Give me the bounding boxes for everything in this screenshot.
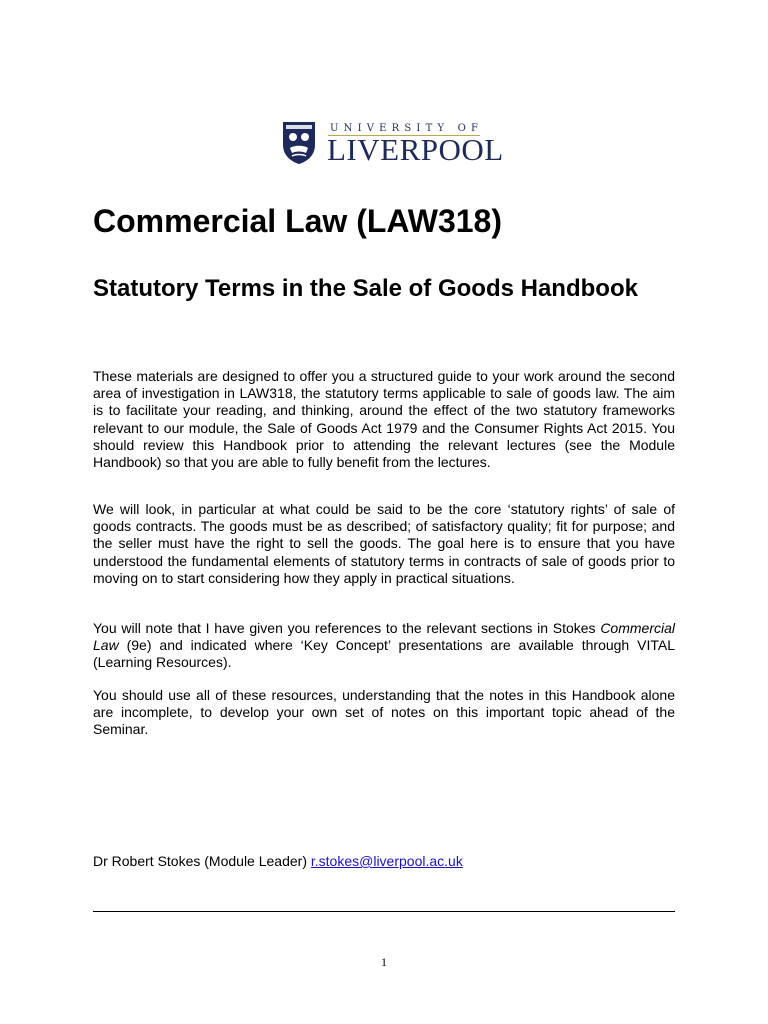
- book-title: Commercial Law: [93, 620, 675, 654]
- page-number: 1: [381, 955, 387, 969]
- signature-name: Dr Robert Stokes (Module Leader): [93, 853, 311, 869]
- references-text-end: (9e) and indicated where ‘Key Concept’ presentations are available through VITAL (Learning Resources).: [93, 637, 675, 671]
- logo-university-of: UNIVERSITY OF: [330, 123, 484, 134]
- footer-divider: [93, 911, 675, 912]
- references-text-start: You will note that I have given you references to the relevant sections in Stokes: [93, 620, 601, 636]
- signature-line: [93, 853, 463, 870]
- email-link[interactable]: r.stokes@liverpool.ac.uk: [310, 853, 463, 869]
- document-subtitle: Statutory Terms in the Sale of Goods Handbook: [93, 275, 638, 302]
- references-paragraph: [93, 620, 675, 672]
- logo-liverpool: LIVERPOOL: [327, 132, 504, 167]
- resources-paragraph: You should use all of these resources, understanding that the notes in this Handbook alone are incomplete, to develop your own set of notes on this important topic ahead of the Seminar.: [93, 687, 675, 738]
- statutory-rights-paragraph: We will look, in particular at what could be said to be the core ‘statutory rights’ of sale of goods contracts. The goods must be as described; of satisfactory quality; fit for purpose; and the seller must have the right to sell the goods. The goal here is to ensure that you have understood the fundamental elements of statutory terms in contracts of sale of goods prior to moving on to start considering how they apply in practical situations.: [93, 501, 675, 586]
- intro-paragraph: These materials are designed to offer you a structured guide to your work around the second area of investigation in LAW318, the statutory terms applicable to sale of goods law. The aim is to facilitate your reading, and thinking, around the effect of the two statutory frameworks relevant to our module, the Sale of Goods Act 1979 and the Consumer Rights Act 2015. You should review this Handbook prior to attending the relevant lectures (see the Module Handbook) so that you are able to fully benefit from the lectures.: [93, 368, 675, 471]
- document-title: Commercial Law (LAW318): [93, 203, 502, 239]
- crest-shield-icon: [282, 121, 316, 165]
- university-logo: [282, 119, 504, 169]
